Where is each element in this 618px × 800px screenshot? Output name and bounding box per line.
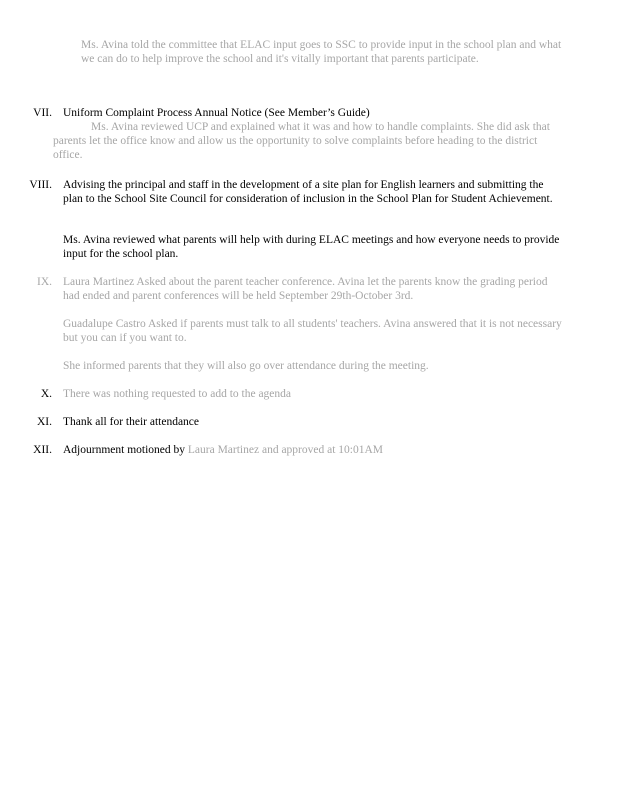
item-xi-text: Thank all for their attendance	[63, 416, 200, 428]
item-vii-heading: Uniform Complaint Process Annual Notice (See Member’s Guide)	[63, 107, 370, 119]
item-viii-heading: Advising the principal and staff in the development of a site plan for English learners and submitting the plan to the School Site Council for consideration of inclusion in the School Plan for Student Achievement.	[63, 179, 553, 205]
item-x-numeral: X.	[40, 388, 52, 400]
item-xi-numeral: XI.	[36, 416, 52, 428]
item-viii-numeral: VIII.	[29, 179, 52, 191]
item-viii-note: Ms. Avina reviewed what parents will help with during ELAC meetings and how everyone needs to provide input for the school plan.	[63, 234, 560, 260]
item-ix-paragraph-1: Laura Martinez Asked about the parent teacher conference. Avina let the parents know the grading period had ended and parent conferences will be held September 29th-October 3rd.	[63, 276, 548, 302]
item-ix-paragraph-2: Guadalupe Castro Asked if parents must talk to all students' teachers. Avina answered that it is not necessary but you can if you want to.	[63, 318, 562, 344]
item-xii-line	[63, 443, 563, 457]
item-ix-paragraph-3: She informed parents that they will also go over attendance during the meeting.	[63, 360, 429, 372]
intro-paragraph: Ms. Avina told the committee that ELAC input goes to SSC to provide input in the school plan and what we can do to help improve the school and it's vitally important that parents participate.	[81, 39, 562, 65]
item-vii-numeral: VII.	[33, 107, 52, 119]
item-xii-numeral: XII.	[33, 444, 52, 456]
item-ix-numeral: IX.	[36, 276, 52, 288]
item-x-text: There was nothing requested to add to the agenda	[63, 388, 292, 400]
item-xii-text-black: Adjournment motioned by	[63, 444, 186, 456]
item-xii-text-gray: Laura Martinez and approved at 10:01AM	[187, 444, 384, 456]
item-vii-note: Ms. Avina reviewed UCP and explained what it was and how to handle complaints. She did ask that parents let the office know and allow us the opportunity to solve complaints before heading to the district office.	[53, 121, 550, 161]
